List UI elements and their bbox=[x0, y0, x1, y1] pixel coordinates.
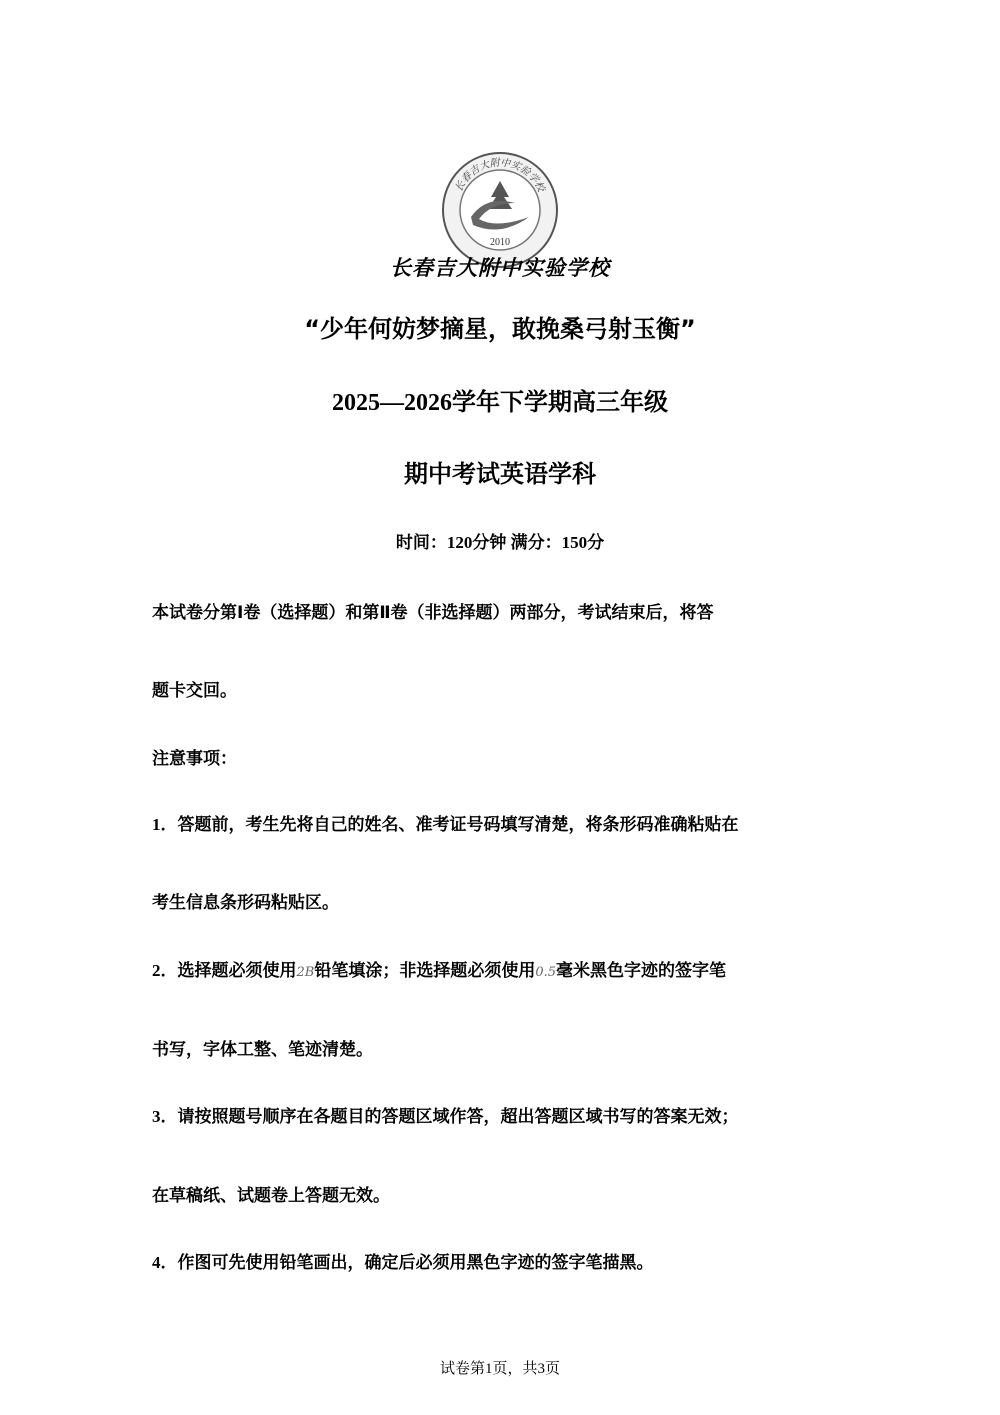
item-text: 毫米黑色字迹的签字笔 bbox=[556, 961, 727, 981]
item-text: 请按照题号顺序在各题目的答题区域作答，超出答题区域书写的答案无效； bbox=[177, 1107, 739, 1127]
notice-item-2 bbox=[152, 956, 852, 981]
notes-heading: 注意事项： bbox=[152, 749, 237, 769]
item-number: 2． bbox=[152, 961, 178, 980]
item-number: 3． bbox=[152, 1107, 178, 1126]
notice-item-2-cont: 书写，字体工整、笔迹清楚。 bbox=[152, 1040, 373, 1060]
time-score-line: 时间：120分钟 满分：150分 bbox=[395, 533, 605, 552]
school-name: 长春吉大附中实验学校 bbox=[390, 255, 610, 280]
notice-item-3-cont: 在草稿纸、试题卷上答题无效。 bbox=[152, 1186, 390, 1206]
academic-year-title: 2025—2026学年下学期高三年级 bbox=[332, 390, 668, 416]
item-text: 铅笔填涂；非选择题必须使用 bbox=[314, 961, 536, 981]
notice-item-1-cont: 考生信息条形码粘贴区。 bbox=[152, 893, 339, 913]
item-number: 1． bbox=[152, 815, 178, 834]
notice-item-1 bbox=[152, 810, 852, 835]
item-text: 选择题必须使用 bbox=[177, 961, 297, 981]
intro-line-1: 本试卷分第Ⅰ卷（选择题）和第Ⅱ卷（非选择题）两部分，考试结束后，将答 bbox=[152, 603, 714, 623]
math-0-5: 0.5 bbox=[535, 965, 557, 980]
notice-item-4 bbox=[152, 1248, 852, 1273]
emblem-year: 2010 bbox=[490, 237, 510, 248]
item-text: 答题前，考生先将自己的姓名、准考证号码填写清楚，将条形码准确粘贴在 bbox=[177, 815, 739, 835]
item-text: 作图可先使用铅笔画出，确定后必须用黑色字迹的签字笔描黑。 bbox=[177, 1253, 654, 1273]
emblem-arc-text: 长春吉大附中实验学校 bbox=[453, 157, 547, 194]
intro-line-2: 题卡交回。 bbox=[152, 681, 237, 701]
item-number: 4． bbox=[152, 1253, 178, 1272]
math-2b: 2B bbox=[296, 965, 315, 980]
page-footer: 试卷第1页，共3页 bbox=[439, 1361, 560, 1377]
motto-title: “少年何妨梦摘星，敢挽桑弓射玉衡” bbox=[304, 315, 696, 343]
exam-subject-title: 期中考试英语学科 bbox=[404, 460, 596, 488]
notice-item-3 bbox=[152, 1102, 852, 1127]
